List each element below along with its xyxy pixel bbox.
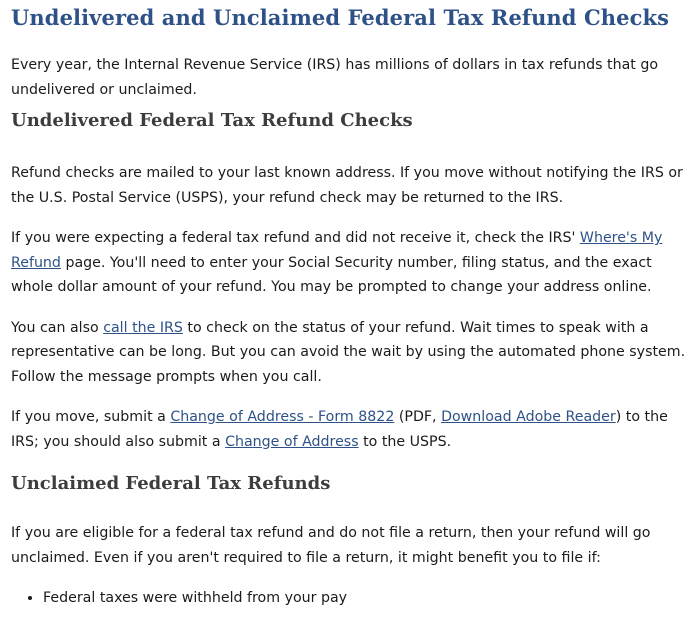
text-segment: page. You'll need to enter your Social Security number, filing status, and the exact whole dollar amount of your refund. You may be prompted to change your address online. bbox=[11, 254, 652, 295]
text-segment: (PDF, bbox=[394, 409, 442, 425]
intro-paragraph: Every year, the Internal Revenue Service (IRS) has millions of dollars in tax refunds that go undelivered or unclaimed. bbox=[11, 57, 659, 98]
text-segment: If you move, submit a bbox=[11, 409, 171, 425]
text-segment: to check on the status of your refund. Wait times to speak with a representative can be long. But you can avoid the wait by using the automated phone system. Follow the message prompts when you call. bbox=[11, 319, 686, 385]
text-segment: ) to the IRS; you should also submit a bbox=[11, 409, 668, 450]
text-segment: If you were expecting a federal tax refund and did not receive it, check the IRS' bbox=[11, 230, 580, 246]
unclaimed-conditions-list bbox=[11, 586, 690, 610]
unclaimed-heading: Unclaimed Federal Tax Refunds bbox=[11, 473, 331, 494]
undelivered-paragraph-4 bbox=[11, 405, 690, 454]
undelivered-paragraph-1: Refund checks are mailed to your last known address. If you move without notifying the IRS or the U.S. Postal Service (USPS), your refund check may be returned to the IRS. bbox=[11, 165, 683, 206]
usps-change-of-address-link[interactable]: Change of Address bbox=[225, 433, 359, 450]
undelivered-heading: Undelivered Federal Tax Refund Checks bbox=[11, 110, 413, 131]
text-segment: You can also bbox=[11, 319, 104, 336]
unclaimed-paragraph-1: If you are eligible for a federal tax refund and do not file a return, then your refund will go unclaimed. Even if you aren't required to file a return, it might benefit you to file if: bbox=[11, 525, 651, 566]
list-item: • Federal taxes were withheld from your pay bbox=[43, 586, 690, 610]
call-the-irs-link[interactable]: call the IRS bbox=[103, 319, 183, 336]
text-segment: to the USPS. bbox=[358, 433, 452, 450]
page-title: Undelivered and Unclaimed Federal Tax Refund Checks bbox=[11, 5, 670, 30]
form-8822-link[interactable]: Change of Address - Form 8822 bbox=[170, 409, 395, 425]
undelivered-paragraph-2 bbox=[11, 226, 690, 300]
undelivered-paragraph-3 bbox=[11, 316, 690, 390]
wheres-my-refund-link[interactable]: Where's My Refund bbox=[11, 230, 663, 271]
adobe-reader-link[interactable]: Download Adobe Reader bbox=[441, 409, 616, 425]
